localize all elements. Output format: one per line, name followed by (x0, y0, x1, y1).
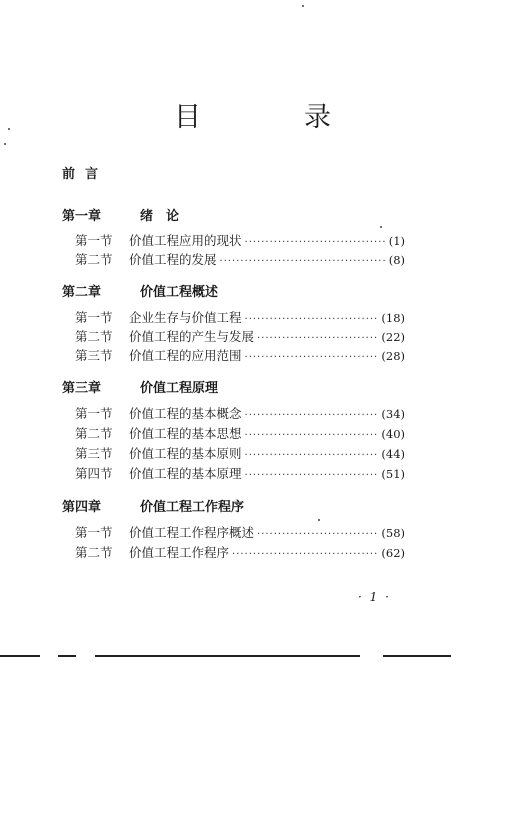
chapter-number: 第二章 (62, 285, 102, 300)
page-ref: (1) (388, 234, 405, 248)
toc-entry (75, 309, 405, 327)
scan-speck (380, 226, 382, 228)
scan-speck (8, 128, 10, 130)
section-title: 价值工程的基本原理 (129, 466, 242, 481)
dot-leader (245, 427, 379, 445)
chapter-number: 第一章 (62, 209, 102, 224)
toc-entry (75, 524, 405, 542)
section-title: 价值工程工作程序概述 (129, 525, 255, 540)
toc-entry (75, 328, 405, 346)
section-title: 价值工程的基本原则 (129, 446, 242, 461)
page-ref: (58) (381, 526, 405, 540)
dot-leader (245, 234, 386, 252)
toc-entry (75, 445, 405, 463)
page-ref: (51) (381, 467, 405, 481)
chapter-title: 价值工程原理 (140, 381, 219, 396)
dot-leader (245, 467, 379, 485)
section-title: 企业生存与价值工程 (129, 310, 242, 325)
page-ref: (18) (381, 311, 405, 325)
page-ref: (34) (381, 407, 405, 421)
preface-heading: 前言 (62, 167, 109, 182)
scan-speck (4, 143, 6, 145)
toc-entry (75, 405, 405, 423)
bottom-rule-segment (58, 655, 76, 657)
section-title: 价值工程的产生与发展 (129, 329, 255, 344)
toc-entry (75, 425, 405, 443)
chapter-heading-4 (62, 496, 244, 515)
dot-leader (220, 253, 386, 271)
section-number: 第三节 (75, 348, 113, 363)
section-number: 第四节 (75, 466, 113, 481)
toc-entry (75, 251, 405, 269)
section-number: 第三节 (75, 446, 113, 461)
dot-leader (245, 349, 379, 367)
dot-leader (245, 447, 379, 465)
chapter-number: 第三章 (62, 381, 102, 396)
section-title: 价值工程的发展 (129, 252, 217, 267)
section-number: 第二节 (75, 252, 113, 267)
page-ref: (22) (381, 330, 405, 344)
dot-leader (232, 546, 378, 564)
section-number: 第二节 (75, 426, 113, 441)
section-number: 第一节 (75, 233, 113, 248)
section-title: 价值工程应用的现状 (129, 233, 242, 248)
section-title: 价值工程的基本思想 (129, 426, 242, 441)
chapter-title: 价值工程工作程序 (140, 500, 245, 515)
chapter-number: 第四章 (62, 500, 102, 515)
section-title: 价值工程的应用范围 (129, 348, 242, 363)
scan-speck (302, 5, 304, 7)
bottom-rule-segment (383, 655, 451, 657)
page-title: 目 录 (174, 102, 369, 133)
dot-leader (257, 526, 378, 544)
bottom-rule-segment (0, 655, 40, 657)
page-ref: (40) (381, 427, 405, 441)
section-number: 第二节 (75, 329, 113, 344)
chapter-heading-3 (62, 377, 218, 396)
dot-leader (257, 330, 378, 348)
chapter-title: 价值工程概述 (140, 285, 219, 300)
dot-leader (245, 407, 379, 425)
section-title: 价值工程的基本概念 (129, 406, 242, 421)
toc-entry (75, 544, 405, 562)
chapter-heading-2 (62, 281, 218, 300)
page-number: · 1 · (358, 590, 391, 604)
toc-entry (75, 347, 405, 365)
chapter-title: 绪 论 (140, 209, 180, 224)
bottom-rule-segment (95, 655, 360, 657)
page-ref: (62) (381, 546, 405, 560)
scan-speck (318, 519, 320, 521)
toc-entry (75, 232, 405, 250)
toc-entry (75, 465, 405, 483)
page-ref: (28) (381, 349, 405, 363)
section-number: 第二节 (75, 545, 113, 560)
section-number: 第一节 (75, 406, 113, 421)
chapter-heading-1 (62, 205, 179, 224)
dot-leader (245, 311, 379, 329)
section-number: 第一节 (75, 310, 113, 325)
page-ref: (8) (388, 253, 405, 267)
section-title: 价值工程工作程序 (129, 545, 230, 560)
page-ref: (44) (381, 447, 405, 461)
section-number: 第一节 (75, 525, 113, 540)
